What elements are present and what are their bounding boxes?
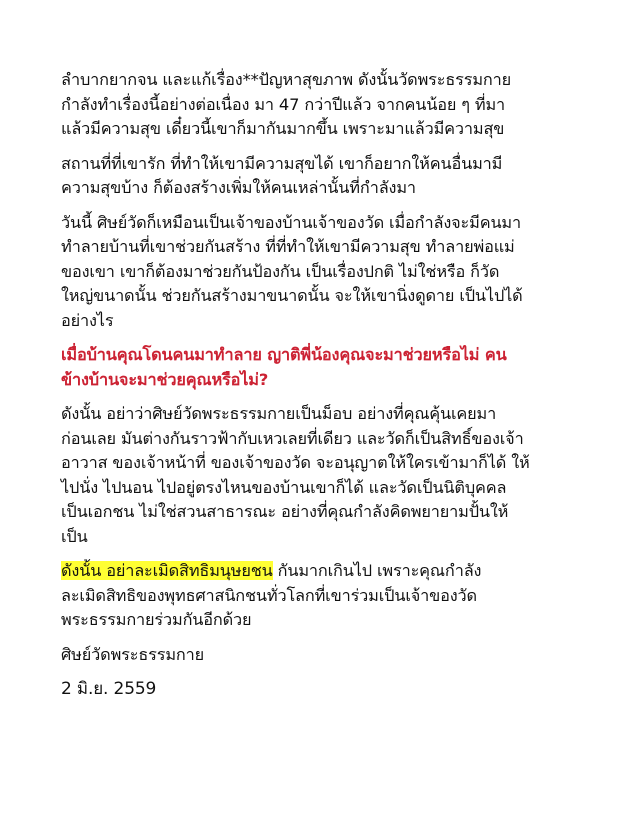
text-line: ก่อนเลย มันต่างกันราวฟ้ากับเหวเลยที่เดียว และวัดก็เป็นสิทธิ์ของเจ้า	[61, 428, 524, 448]
highlighted-text: ดังนั้น อย่าละเมิดสิทธิมนุษยชน	[61, 561, 273, 580]
signature-text: ศิษย์วัดพระธรรมกาย	[61, 644, 204, 664]
text-line: เมื่อบ้านคุณโดนคนมาทำลาย ญาติพี่น้องคุณจะมาช่วยหรือไม่ คน	[61, 345, 507, 364]
text-line	[61, 559, 591, 584]
text-line: ความสุขบ้าง ก็ต้องสร้างเพิ่มให้คนเหล่านั้นที่กำลังมา	[61, 178, 416, 197]
text-line: ทำลายบ้านที่เขาช่วยกันสร้าง ที่ที่ทำให้เขามีความสุข ทำลายพ่อแม่	[61, 237, 515, 256]
paragraph-3	[61, 211, 591, 334]
document-body	[61, 68, 591, 712]
text-line: อาวาส ของเจ้าหน้าที่ ของเจ้าของวัด จะอนุญาตให้ใครเข้ามาก็ได้ ให้	[61, 453, 530, 472]
text-line: วันนี้ ศิษย์วัดก็เหมือนเป็นเจ้าของบ้านเจ้าของวัด เมื่อกำลังจะมีคนมา	[61, 212, 521, 232]
text-line: ดังนั้น อย่าว่าศิษย์วัดพระธรรมกายเป็นม็อบ อย่างที่คุณคุ้นเคยมา	[61, 404, 497, 423]
paragraph-2	[61, 152, 591, 201]
date-text: 2 มิ.ย. 2559	[61, 679, 157, 699]
text-line: ใหญ่ขนาดนั้น ช่วยกันสร้างมาขนาดนั้น จะให้เขานิ่งดูดาย เป็นไปได้	[61, 286, 523, 305]
date	[61, 677, 591, 702]
text-segment: กันมากเกินไป เพราะคุณกำลัง	[272, 561, 482, 580]
text-line: แล้วมีความสุข เดี๋ยวนี้เขาก็มากันมากขึ้น เพราะมาแล้วมีความสุข	[61, 119, 505, 138]
text-line: ไปนั่ง ไปนอน ไปอยู่ตรงไหนของบ้านเขาก็ได้ และวัดเป็นนิติบุคคล	[61, 477, 507, 497]
paragraph-5	[61, 402, 591, 549]
text-line: ลำบากยากจน และแก้เรื่อง**ปัญหาสุขภาพ ดังนั้นวัดพระธรรมกาย	[61, 70, 512, 89]
red-question-paragraph	[61, 343, 591, 392]
text-line: เป็นเอกชน ไม่ใช่สวนสาธารณะ อย่างที่คุณกำลังคิดพยายามปั้นให้	[61, 502, 509, 521]
text-line: ของเขา เขาก็ต้องมาช่วยกันป้องกัน เป็นเรื่องปกติ ไม่ใช่หรือ ก็วัด	[61, 261, 500, 281]
text-line: สถานที่ที่เขารัก ที่ทำให้เขามีความสุขได้ เขาก็อยากให้คนอื่นมามี	[61, 153, 503, 173]
signature	[61, 643, 591, 668]
text-line: ละเมิดสิทธิของพุทธศาสนิกชนทั่วโลกที่เขาร่วมเป็นเจ้าของวัด	[61, 585, 477, 605]
highlighted-paragraph	[61, 559, 591, 633]
text-line: ข้างบ้านจะมาช่วยคุณหรือไม่?	[61, 369, 269, 389]
paragraph-1	[61, 68, 591, 142]
text-line: อย่างไร	[61, 310, 114, 330]
text-line: เป็น	[61, 526, 88, 546]
text-line: พระธรรมกายร่วมกันอีกด้วย	[61, 610, 252, 629]
text-line: กำลังทำเรื่องนี้อย่างต่อเนื่อง มา 47 กว่าปีแล้ว จากคนน้อย ๆ ที่มา	[61, 94, 506, 114]
